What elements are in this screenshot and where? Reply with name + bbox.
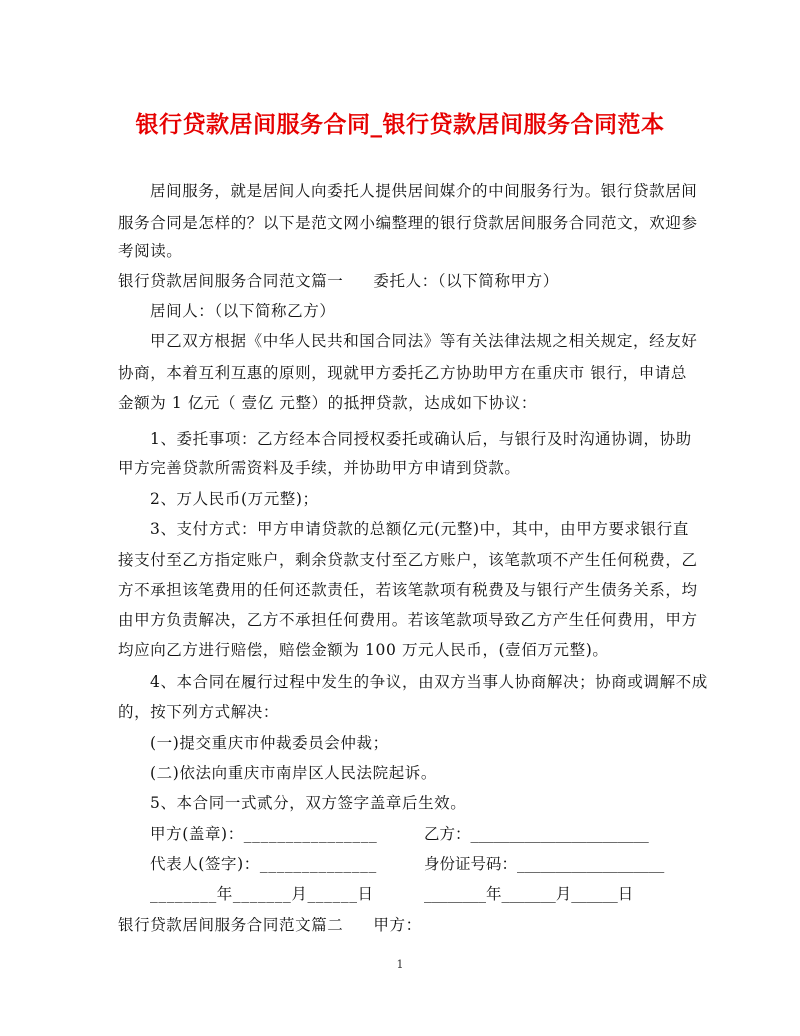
section-heading-1 [118,271,559,291]
clause-1: 1、委托事项：乙方经本合同授权委托或确认后，与银行及时沟通协调，协助 [150,430,692,448]
client-label: 委托人：（以下简称甲方） [373,272,559,290]
agent-label: 居间人：（以下简称乙方） [150,302,336,320]
id-number-field: 身份证号码：___________________ [424,855,665,873]
date-left: ________年_______月______日 [150,885,374,903]
section-heading-text: 银行贷款居间服务合同范文篇二 [118,916,344,934]
clause-4: 4、本合同在履行过程中发生的争议，由双方当事人协商解决；协商或调解不成 [150,673,708,691]
section-heading-2 [118,915,422,935]
dispute-option-2: (二)依法向重庆市南岸区人民法院起诉。 [150,764,437,782]
party-a-seal: 甲方(盖章)：________________ [150,825,378,843]
date-right: ________年_______月______日 [424,885,634,903]
intro-line: 服务合同是怎样的？以下是范文网小编整理的银行贷款居间服务合同范文，欢迎参 [118,214,698,232]
body-line: 均应向乙方进行赔偿，赔偿金额为 100 万元人民币，(壹佰万元整)。 [118,641,609,659]
document-title: 银行贷款居间服务合同_银行贷款居间服务合同范本 [135,111,665,138]
representative-sign: 代表人(签字)：______________ [150,855,377,873]
intro-line: 居间服务，就是居间人向委托人提供居间媒介的中间服务行为。银行贷款居间 [150,182,698,200]
clause-2: 2、万人民币(万元整)； [150,490,319,508]
clause-5: 5、本合同一式贰分，双方签字盖章后生效。 [150,794,467,812]
section-heading-text: 银行贷款居间服务合同范文篇一 [118,272,344,290]
body-line: 甲乙双方根据《中华人民共和国合同法》等有关法律法规之相关规定，经友好 [150,332,698,350]
page-number: 1 [396,958,404,971]
intro-line: 考阅读。 [118,242,183,260]
body-line: 协商，本着互利互惠的原则，现就甲方委托乙方协助甲方在重庆市 银行，申请总 [118,364,688,382]
body-line: 接支付至乙方指定账户，剩余贷款支付至乙方账户，该笔款项不产生任何税费，乙 [118,551,698,569]
party-a-label: 甲方： [373,916,422,934]
body-line: 方不承担该笔费用的任何还款责任，若该笔款项有税费及与银行产生债务关系，均 [118,581,698,599]
clause-3: 3、支付方式：甲方申请贷款的总额亿元(元整)中，其中，由甲方要求银行直 [150,520,689,538]
body-line: 由甲方负责解决，乙方不承担任何费用。若该笔款项导致乙方产生任何费用，甲方 [118,611,698,629]
body-line: 的，按下列方式解决： [118,703,280,721]
body-line: 甲方完善贷款所需资料及手续，并协助甲方申请到贷款。 [118,459,521,477]
party-b-seal: 乙方：_______________________ [424,825,649,843]
dispute-option-1: (一)提交重庆市仲裁委员会仲裁； [150,734,389,752]
body-line: 金额为 1 亿元（ 壹亿 元整）的抵押贷款，达成如下协议： [118,394,537,412]
